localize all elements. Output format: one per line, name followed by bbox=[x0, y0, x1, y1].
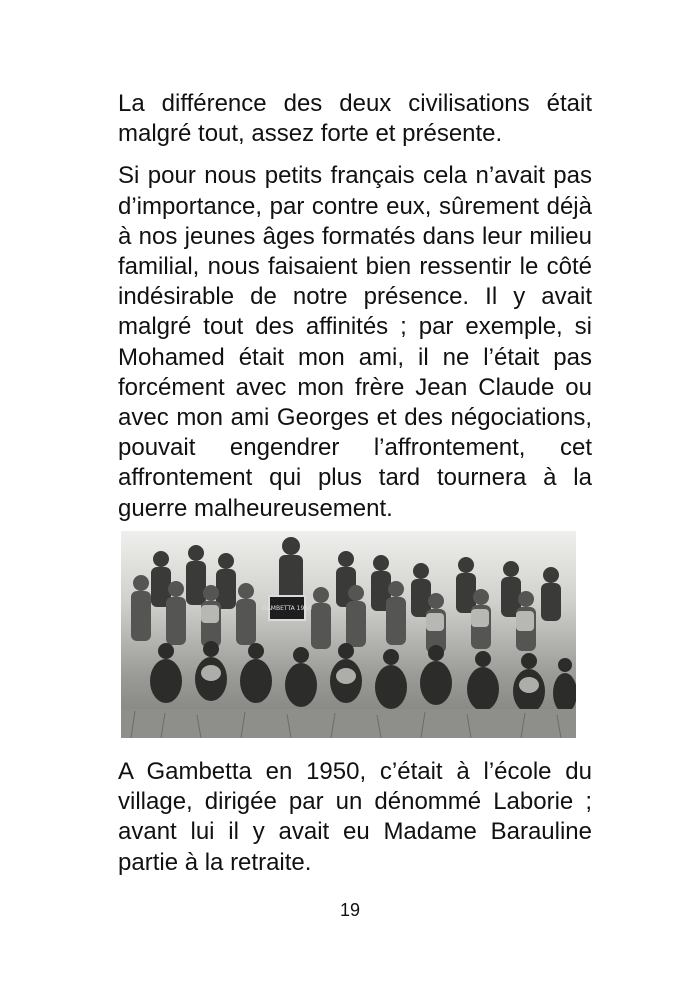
paragraph-3: A Gambetta en 1950, c’était à l’école du village, dirigée par un dénommé Laborie ; avant lui il y avait eu Madame Barauline partie à la retraite. bbox=[118, 758, 592, 876]
paragraph-2: Si pour nous petits français cela n’avait pas d’importance, par contre eux, sûrement déjà à nos jeunes âges formatés dans leur milieu familial, nous faisaient bien ressentir le côté indésirable de notre présence. Il y avait malgré tout des affinités ; par exemple, si Mohamed était mon ami, il ne l’était pas forcément avec mon frère Jean Claude ou avec mon ami Georges et des négociations, pouvait engendrer l’affrontement, cet affrontement qui plus tard tournera à la guerre malheureusement. bbox=[118, 162, 592, 522]
class-photo bbox=[121, 531, 576, 738]
text-block-top bbox=[118, 89, 592, 524]
school-class-photo-icon bbox=[121, 531, 576, 738]
text-block-bottom bbox=[118, 757, 592, 878]
paragraph-1: La différence des deux civilisations était malgré tout, assez forte et présente. bbox=[118, 90, 592, 148]
slate-text: GAMBETTA 1950 bbox=[262, 605, 312, 612]
page-number: 19 bbox=[339, 900, 361, 920]
